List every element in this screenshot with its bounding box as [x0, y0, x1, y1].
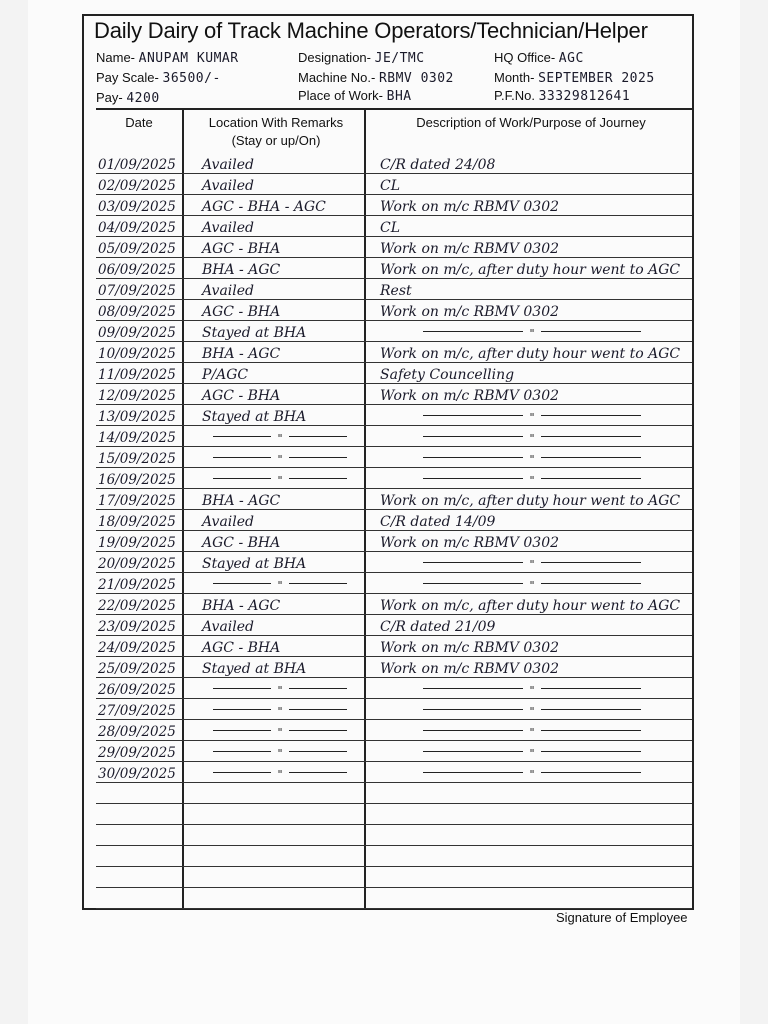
table-row: [96, 615, 692, 636]
table-row: [96, 867, 692, 888]
date-cell: [96, 342, 182, 363]
location-cell-text: Availed: [202, 178, 255, 194]
table-row: [96, 552, 692, 573]
date-cell: [96, 573, 182, 594]
description-cell-text: C/R dated 24/08: [380, 157, 496, 173]
ditto-line: [423, 709, 523, 710]
ditto-line: [423, 730, 523, 731]
ditto-line: [541, 457, 641, 458]
description-cell: [376, 279, 692, 300]
description-cell: [376, 678, 688, 699]
pf-no-label: P.F.No.: [494, 88, 535, 103]
table-row: [96, 153, 692, 174]
ditto-line: [213, 478, 271, 479]
description-cell-text: Work on m/c, after duty hour went to AGC: [380, 346, 681, 362]
date-cell: [96, 741, 182, 762]
table-row: [96, 510, 692, 531]
ditto-line: [423, 562, 523, 563]
description-cell: [376, 300, 692, 321]
table-row: [96, 846, 692, 867]
description-cell: [376, 258, 692, 279]
ditto-line: [423, 583, 523, 584]
date-cell-text: 17/09/2025: [98, 493, 176, 509]
ditto-mark: ": [277, 726, 283, 739]
date-cell-text: 22/09/2025: [98, 598, 176, 614]
ditto-mark: ": [529, 474, 535, 487]
date-cell: [96, 237, 182, 258]
ditto-mark: ": [277, 684, 283, 697]
signature-label: Signature of Employee: [556, 910, 688, 925]
description-cell: [376, 426, 688, 447]
location-cell-text: Availed: [202, 157, 255, 173]
table-row: [96, 699, 692, 720]
month-value: SEPTEMBER 2025: [538, 71, 655, 86]
description-cell-text: Work on m/c RBMV 0302: [380, 241, 560, 257]
ditto-mark: ": [529, 747, 535, 760]
description-cell: [376, 384, 692, 405]
ditto-line: [213, 457, 271, 458]
description-cell: [376, 363, 692, 384]
description-cell: [376, 447, 688, 468]
table-row: [96, 300, 692, 321]
month-label: Month-: [494, 70, 535, 85]
table-row: [96, 279, 692, 300]
ditto-line: [541, 415, 641, 416]
date-cell: [96, 489, 182, 510]
ditto-line: [541, 709, 641, 710]
ditto-mark: ": [529, 684, 535, 697]
ditto-line: [541, 331, 641, 332]
description-cell: [376, 615, 692, 636]
location-cell: [196, 447, 364, 468]
ditto-line: [289, 478, 347, 479]
location-cell: [196, 489, 370, 510]
location-cell: [196, 636, 370, 657]
location-cell-text: AGC - BHA: [202, 388, 281, 404]
location-cell: [196, 699, 364, 720]
location-cell: [196, 678, 364, 699]
description-cell-text: Work on m/c, after duty hour went to AGC: [380, 493, 681, 509]
location-cell: [196, 384, 370, 405]
description-cell-text: Work on m/c RBMV 0302: [380, 304, 560, 320]
description-cell-text: Safety Councelling: [380, 367, 515, 383]
table-row: [96, 468, 692, 489]
table-row: [96, 741, 692, 762]
ditto-line: [213, 730, 271, 731]
date-cell: [96, 405, 182, 426]
table-row: [96, 489, 692, 510]
name-value: ANUPAM KUMAR: [138, 51, 239, 66]
date-cell: [96, 300, 182, 321]
description-cell: [376, 321, 688, 342]
date-cell: [96, 447, 182, 468]
ditto-line: [213, 688, 271, 689]
location-cell-text: BHA - AGC: [202, 598, 281, 614]
date-cell: [96, 552, 182, 573]
description-cell-text: Rest: [380, 283, 412, 299]
ditto-line: [213, 751, 271, 752]
date-cell-text: 14/09/2025: [98, 430, 176, 446]
date-cell: [96, 720, 182, 741]
location-cell: [196, 720, 364, 741]
table-row: [96, 762, 692, 783]
table-row: [96, 573, 692, 594]
date-cell: [96, 363, 182, 384]
description-cell-text: Work on m/c RBMV 0302: [380, 661, 560, 677]
ditto-mark: ": [529, 453, 535, 466]
date-cell: [96, 531, 182, 552]
ditto-line: [213, 772, 271, 773]
date-cell: [96, 321, 182, 342]
ditto-mark: ": [529, 579, 535, 592]
table-row: [96, 720, 692, 741]
ditto-line: [213, 709, 271, 710]
table-row: [96, 426, 692, 447]
table-row: [96, 195, 692, 216]
date-cell-text: 16/09/2025: [98, 472, 176, 488]
table-row: [96, 237, 692, 258]
location-cell: [196, 216, 370, 237]
description-cell: [376, 489, 692, 510]
ditto-line: [541, 730, 641, 731]
date-cell-text: 29/09/2025: [98, 745, 176, 761]
date-cell-text: 24/09/2025: [98, 640, 176, 656]
hq-office-line: [494, 50, 584, 66]
ditto-line: [213, 583, 271, 584]
date-cell: [96, 636, 182, 657]
description-cell: [376, 741, 688, 762]
date-cell-text: 06/09/2025: [98, 262, 176, 278]
place-of-work-label: Place of Work-: [298, 88, 384, 103]
location-cell: [196, 321, 370, 342]
location-cell-text: Availed: [202, 220, 255, 236]
place-of-work-line: [298, 88, 412, 104]
location-cell: [196, 741, 364, 762]
pay-value: 4200: [126, 91, 160, 106]
pay-label: Pay-: [96, 90, 123, 105]
table-row: [96, 531, 692, 552]
location-cell: [196, 615, 370, 636]
location-cell: [196, 300, 370, 321]
table-row: [96, 594, 692, 615]
ditto-line: [289, 688, 347, 689]
location-cell-text: AGC - BHA: [202, 304, 281, 320]
date-cell: [96, 468, 182, 489]
machine-no-label: Machine No.-: [298, 70, 376, 85]
ditto-mark: ": [277, 768, 283, 781]
ditto-mark: ": [529, 432, 535, 445]
location-cell: [196, 153, 370, 174]
date-cell: [96, 258, 182, 279]
ditto-line: [541, 583, 641, 584]
description-cell: [376, 153, 692, 174]
pay-scale-value: 36500/-: [162, 71, 221, 86]
location-cell: [196, 510, 370, 531]
ditto-line: [289, 457, 347, 458]
date-cell-text: 03/09/2025: [98, 199, 176, 215]
date-cell-text: 21/09/2025: [98, 577, 176, 593]
location-cell: [196, 258, 370, 279]
table-row: [96, 321, 692, 342]
date-cell: [96, 699, 182, 720]
description-cell-text: C/R dated 21/09: [380, 619, 496, 635]
ditto-mark: ": [529, 558, 535, 571]
location-cell: [196, 237, 370, 258]
location-cell: [196, 363, 370, 384]
location-cell: [196, 342, 370, 363]
location-cell-text: Stayed at BHA: [202, 661, 307, 677]
location-cell-text: Stayed at BHA: [202, 325, 307, 341]
description-cell: [376, 216, 692, 237]
description-cell: [376, 195, 692, 216]
date-cell-text: 23/09/2025: [98, 619, 176, 635]
date-cell: [96, 510, 182, 531]
date-cell: [96, 174, 182, 195]
table-row: [96, 783, 692, 804]
location-cell-text: Availed: [202, 514, 255, 530]
ditto-mark: ": [529, 705, 535, 718]
ditto-line: [289, 751, 347, 752]
ditto-line: [423, 457, 523, 458]
date-cell: [96, 657, 182, 678]
date-cell-text: 19/09/2025: [98, 535, 176, 551]
date-column-header: Date: [125, 115, 153, 130]
date-cell: [96, 153, 182, 174]
pay-scale-line: [96, 70, 221, 86]
description-cell: [376, 573, 688, 594]
diary-table: [96, 108, 692, 910]
date-cell: [96, 615, 182, 636]
ditto-mark: ": [277, 432, 283, 445]
ditto-line: [289, 772, 347, 773]
date-cell-text: 10/09/2025: [98, 346, 176, 362]
description-cell-text: C/R dated 14/09: [380, 514, 496, 530]
description-cell: [376, 594, 692, 615]
date-cell: [96, 216, 182, 237]
machine-no-line: [298, 70, 454, 86]
date-cell-text: 30/09/2025: [98, 766, 176, 782]
ditto-mark: ": [277, 705, 283, 718]
table-row: [96, 405, 692, 426]
table-row: [96, 342, 692, 363]
location-cell-text: BHA - AGC: [202, 493, 281, 509]
date-cell-text: 08/09/2025: [98, 304, 176, 320]
name-line: [96, 50, 239, 66]
location-cell-text: Stayed at BHA: [202, 556, 307, 572]
date-cell: [96, 195, 182, 216]
date-cell-text: 20/09/2025: [98, 556, 176, 572]
description-cell-text: Work on m/c RBMV 0302: [380, 199, 560, 215]
description-cell: [376, 510, 692, 531]
machine-no-value: RBMV 0302: [378, 71, 454, 86]
description-column-header: Description of Work/Purpose of Journey: [416, 115, 646, 130]
ditto-line: [541, 436, 641, 437]
table-top-rule: [96, 108, 692, 110]
designation-value: JE/TMC: [374, 51, 425, 66]
location-cell-text: AGC - BHA: [202, 241, 281, 257]
ditto-mark: ": [529, 327, 535, 340]
location-cell-text: Availed: [202, 619, 255, 635]
ditto-line: [289, 583, 347, 584]
description-cell: [376, 237, 692, 258]
ditto-mark: ": [529, 768, 535, 781]
location-cell-text: P/AGC: [202, 367, 249, 383]
ditto-line: [541, 478, 641, 479]
date-cell-text: 13/09/2025: [98, 409, 176, 425]
ditto-line: [541, 772, 641, 773]
date-cell: [96, 426, 182, 447]
ditto-line: [423, 478, 523, 479]
location-cell-text: BHA - AGC: [202, 346, 281, 362]
description-cell-text: CL: [380, 178, 401, 194]
ditto-line: [423, 772, 523, 773]
date-cell-text: 07/09/2025: [98, 283, 176, 299]
ditto-line: [541, 688, 641, 689]
date-cell-text: 25/09/2025: [98, 661, 176, 677]
ditto-line: [541, 751, 641, 752]
location-cell-text: AGC - BHA: [202, 535, 281, 551]
table-row: [96, 384, 692, 405]
location-cell: [196, 762, 364, 783]
table-row: [96, 447, 692, 468]
form-title: Daily Dairy of Track Machine Operators/Technician/Helper: [94, 18, 648, 43]
designation-line: [298, 50, 425, 66]
pay-scale-label: Pay Scale-: [96, 70, 159, 85]
location-cell-text: AGC - BHA: [202, 640, 281, 656]
location-cell: [196, 468, 364, 489]
date-cell: [96, 594, 182, 615]
description-cell-text: Work on m/c RBMV 0302: [380, 388, 560, 404]
date-cell-text: 28/09/2025: [98, 724, 176, 740]
table-row: [96, 363, 692, 384]
location-cell: [196, 174, 370, 195]
ditto-mark: ": [529, 411, 535, 424]
location-cell: [196, 279, 370, 300]
pay-line: [96, 90, 160, 106]
pf-no-line: [494, 88, 630, 104]
table-row: [96, 216, 692, 237]
description-cell: [376, 531, 692, 552]
name-label: Name-: [96, 50, 136, 65]
ditto-line: [423, 415, 523, 416]
ditto-line: [541, 562, 641, 563]
hq-office-value: AGC: [558, 51, 584, 66]
description-cell: [376, 405, 688, 426]
date-cell-text: 12/09/2025: [98, 388, 176, 404]
date-cell-text: 09/09/2025: [98, 325, 176, 341]
ditto-line: [423, 436, 523, 437]
ditto-line: [289, 709, 347, 710]
date-cell: [96, 678, 182, 699]
date-cell-text: 04/09/2025: [98, 220, 176, 236]
date-cell: [96, 762, 182, 783]
date-cell-text: 15/09/2025: [98, 451, 176, 467]
date-cell-text: 01/09/2025: [98, 157, 176, 173]
ditto-line: [423, 331, 523, 332]
row-rule: [96, 908, 692, 909]
pf-no-value: 33329812641: [538, 89, 631, 104]
description-cell: [376, 657, 692, 678]
description-cell: [376, 720, 688, 741]
description-cell: [376, 762, 688, 783]
location-cell: [196, 552, 370, 573]
ditto-mark: ": [277, 474, 283, 487]
ditto-line: [289, 730, 347, 731]
location-cell-text: Availed: [202, 283, 255, 299]
table-row: [96, 804, 692, 825]
description-cell: [376, 552, 688, 573]
location-cell: [196, 594, 370, 615]
date-cell-text: 26/09/2025: [98, 682, 176, 698]
table-row: [96, 174, 692, 195]
table-row: [96, 825, 692, 846]
description-cell: [376, 174, 692, 195]
description-cell: [376, 636, 692, 657]
ditto-line: [423, 688, 523, 689]
location-column-header: Location With Remarks (Stay or up/On): [208, 115, 344, 148]
location-cell-text: BHA - AGC: [202, 262, 281, 278]
description-cell-text: Work on m/c, after duty hour went to AGC: [380, 262, 681, 278]
location-cell: [196, 195, 370, 216]
table-row: [96, 636, 692, 657]
month-line: [494, 70, 655, 86]
description-cell: [376, 468, 688, 489]
description-cell-text: CL: [380, 220, 401, 236]
location-cell-text: AGC - BHA - AGC: [202, 199, 326, 215]
ditto-line: [213, 436, 271, 437]
ditto-line: [423, 751, 523, 752]
ditto-mark: ": [277, 747, 283, 760]
ditto-mark: ": [529, 726, 535, 739]
table-row: [96, 678, 692, 699]
location-cell-text: Stayed at BHA: [202, 409, 307, 425]
date-cell-text: 18/09/2025: [98, 514, 176, 530]
table-row: [96, 888, 692, 909]
location-cell: [196, 573, 364, 594]
designation-label: Designation-: [298, 50, 371, 65]
description-cell-text: Work on m/c, after duty hour went to AGC: [380, 598, 681, 614]
table-row: [96, 258, 692, 279]
description-cell: [376, 342, 692, 363]
description-cell: [376, 699, 688, 720]
ditto-line: [289, 436, 347, 437]
description-cell-text: Work on m/c RBMV 0302: [380, 535, 560, 551]
date-cell: [96, 384, 182, 405]
hq-office-label: HQ Office-: [494, 50, 556, 65]
ditto-mark: ": [277, 453, 283, 466]
location-cell: [196, 531, 370, 552]
ditto-mark: ": [277, 579, 283, 592]
location-cell: [196, 405, 370, 426]
table-row: [96, 657, 692, 678]
description-cell-text: Work on m/c RBMV 0302: [380, 640, 560, 656]
date-cell-text: 05/09/2025: [98, 241, 176, 257]
date-cell-text: 11/09/2025: [98, 367, 176, 383]
place-of-work-value: BHA: [386, 89, 412, 104]
date-cell: [96, 279, 182, 300]
location-cell: [196, 657, 370, 678]
date-cell-text: 02/09/2025: [98, 178, 176, 194]
date-cell-text: 27/09/2025: [98, 703, 176, 719]
location-cell: [196, 426, 364, 447]
